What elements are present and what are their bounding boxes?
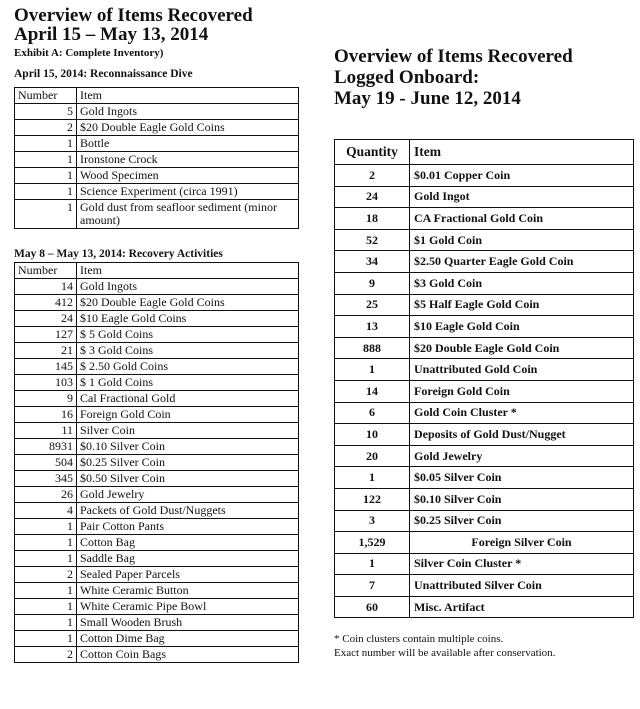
table-row — [15, 631, 299, 647]
row-item: Gold Coin Cluster * — [410, 402, 634, 424]
table-row — [335, 359, 634, 381]
row-count: 504 — [15, 455, 77, 471]
row-count: 6 — [335, 402, 410, 424]
table-row — [15, 487, 299, 503]
table-row — [15, 120, 299, 136]
row-item: Small Wooden Brush — [77, 615, 299, 631]
table-row — [15, 311, 299, 327]
row-item: $10 Eagle Gold Coin — [410, 316, 634, 338]
row-item: $0.05 Silver Coin — [410, 467, 634, 489]
row-item: $0.25 Silver Coin — [410, 510, 634, 532]
row-count: 1 — [15, 200, 77, 229]
recovery-table — [14, 262, 299, 663]
row-item: Cotton Dime Bag — [77, 631, 299, 647]
row-item: Ironstone Crock — [77, 152, 299, 168]
table-row — [15, 535, 299, 551]
row-count: 412 — [15, 295, 77, 311]
row-count: 60 — [335, 596, 410, 618]
col-number-header: Number — [15, 88, 77, 104]
row-count: 145 — [15, 359, 77, 375]
table-row — [15, 647, 299, 663]
row-count: 1 — [15, 535, 77, 551]
row-count: 345 — [15, 471, 77, 487]
row-item: $20 Double Eagle Gold Coins — [77, 120, 299, 136]
row-count: 1 — [335, 359, 410, 381]
row-item: $ 5 Gold Coins — [77, 327, 299, 343]
row-count: 1 — [15, 152, 77, 168]
row-count: 4 — [15, 503, 77, 519]
footnote-line1: * Coin clusters contain multiple coins. — [334, 633, 504, 646]
row-item: $0.50 Silver Coin — [77, 471, 299, 487]
table-row — [15, 583, 299, 599]
row-item: $ 1 Gold Coins — [77, 375, 299, 391]
table-row — [15, 327, 299, 343]
table-row — [335, 186, 634, 208]
row-count: 1 — [15, 184, 77, 200]
row-count: 1 — [15, 136, 77, 152]
table-row — [15, 184, 299, 200]
table-row — [15, 503, 299, 519]
footnote-line2: Exact number will be available after conservation. — [334, 647, 556, 660]
row-item: Saddle Bag — [77, 551, 299, 567]
row-count: 21 — [15, 343, 77, 359]
row-item: White Ceramic Button — [77, 583, 299, 599]
row-item: Deposits of Gold Dust/Nugget — [410, 424, 634, 446]
row-item: $20 Double Eagle Gold Coin — [410, 337, 634, 359]
table-row — [335, 596, 634, 618]
left-column — [14, 6, 304, 663]
section1-heading: April 15, 2014: Reconnaissance Dive — [14, 68, 193, 80]
table-row — [335, 294, 634, 316]
table-row — [15, 551, 299, 567]
row-count: 8931 — [15, 439, 77, 455]
table-row — [335, 445, 634, 467]
row-count: 1 — [15, 631, 77, 647]
row-item: Gold Ingot — [410, 186, 634, 208]
row-item: Unattributed Gold Coin — [410, 359, 634, 381]
row-item: Science Experiment (circa 1991) — [77, 184, 299, 200]
row-count: 2 — [335, 165, 410, 187]
row-count: 1 — [335, 553, 410, 575]
table-row — [335, 316, 634, 338]
row-count: 13 — [335, 316, 410, 338]
table-row — [335, 510, 634, 532]
row-item: Gold dust from seafloor sediment (minor amount) — [77, 200, 299, 229]
table-row — [15, 471, 299, 487]
row-item: $0.10 Silver Coin — [410, 488, 634, 510]
table-row — [15, 343, 299, 359]
row-count: 52 — [335, 229, 410, 251]
right-column — [334, 46, 636, 660]
row-count: 2 — [15, 647, 77, 663]
row-item: Foreign Silver Coin — [410, 532, 634, 554]
row-item: $ 2.50 Gold Coins — [77, 359, 299, 375]
row-item: Cotton Coin Bags — [77, 647, 299, 663]
right-title-line2: Logged Onboard: — [334, 67, 480, 88]
row-count: 34 — [335, 251, 410, 273]
row-item: Unattributed Silver Coin — [410, 575, 634, 597]
table-row — [335, 229, 634, 251]
col-item-header: Item — [410, 140, 634, 165]
row-count: 1 — [15, 551, 77, 567]
table-row — [335, 424, 634, 446]
row-item: $5 Half Eagle Gold Coin — [410, 294, 634, 316]
table-row — [15, 519, 299, 535]
row-count: 1,529 — [335, 532, 410, 554]
row-item: White Ceramic Pipe Bowl — [77, 599, 299, 615]
table-row — [15, 152, 299, 168]
col-item-header: Item — [77, 88, 299, 104]
table-header-row — [15, 263, 299, 279]
table-row — [15, 391, 299, 407]
table-row — [15, 359, 299, 375]
row-item: $2.50 Quarter Eagle Gold Coin — [410, 251, 634, 273]
row-count: 2 — [15, 120, 77, 136]
right-title-line1: Overview of Items Recovered — [334, 46, 573, 67]
row-count: 127 — [15, 327, 77, 343]
row-count: 9 — [15, 391, 77, 407]
table-row — [15, 168, 299, 184]
exhibit-label: Exhibit A: Complete Inventory) — [14, 47, 164, 59]
table-row — [15, 423, 299, 439]
row-item: Gold Jewelry — [77, 487, 299, 503]
table-row — [15, 136, 299, 152]
row-item: $0.01 Copper Coin — [410, 165, 634, 187]
table-row — [15, 455, 299, 471]
table-row — [15, 407, 299, 423]
row-item: Foreign Gold Coin — [410, 380, 634, 402]
reconnaissance-table — [14, 87, 299, 229]
row-count: 1 — [15, 599, 77, 615]
row-item: Silver Coin Cluster * — [410, 553, 634, 575]
row-item: $0.10 Silver Coin — [77, 439, 299, 455]
row-count: 5 — [15, 104, 77, 120]
row-count: 103 — [15, 375, 77, 391]
table-row — [15, 295, 299, 311]
row-item: CA Fractional Gold Coin — [410, 208, 634, 230]
table-row — [15, 439, 299, 455]
row-item: Gold Ingots — [77, 104, 299, 120]
table-header-row — [335, 140, 634, 165]
col-item-header: Item — [77, 263, 299, 279]
row-count: 122 — [335, 488, 410, 510]
table-row — [15, 279, 299, 295]
row-item: Bottle — [77, 136, 299, 152]
table-row — [335, 272, 634, 294]
row-count: 1 — [15, 615, 77, 631]
table-row — [335, 337, 634, 359]
right-title-line3: May 19 - June 12, 2014 — [334, 88, 521, 109]
table-row — [15, 615, 299, 631]
left-title-line1: Overview of Items Recovered — [14, 5, 253, 26]
table-row — [15, 200, 299, 229]
table-row — [15, 599, 299, 615]
table-row — [335, 488, 634, 510]
row-count: 16 — [15, 407, 77, 423]
row-count: 20 — [335, 445, 410, 467]
row-item: $20 Double Eagle Gold Coins — [77, 295, 299, 311]
row-count: 2 — [15, 567, 77, 583]
row-count: 26 — [15, 487, 77, 503]
table-row — [335, 532, 634, 554]
onboard-table — [334, 139, 634, 618]
row-item: $10 Eagle Gold Coins — [77, 311, 299, 327]
row-count: 10 — [335, 424, 410, 446]
row-item: $ 3 Gold Coins — [77, 343, 299, 359]
table-header-row — [15, 88, 299, 104]
row-item: $0.25 Silver Coin — [77, 455, 299, 471]
row-count: 9 — [335, 272, 410, 294]
row-count: 11 — [15, 423, 77, 439]
row-item: Sealed Paper Parcels — [77, 567, 299, 583]
table-row — [335, 467, 634, 489]
row-item: Cotton Bag — [77, 535, 299, 551]
table-row — [335, 575, 634, 597]
row-count: 1 — [15, 168, 77, 184]
table-row — [335, 553, 634, 575]
row-count: 3 — [335, 510, 410, 532]
table-row — [335, 165, 634, 187]
row-item: Gold Jewelry — [410, 445, 634, 467]
row-item: $1 Gold Coin — [410, 229, 634, 251]
row-item: Gold Ingots — [77, 279, 299, 295]
row-item: Silver Coin — [77, 423, 299, 439]
row-count: 24 — [15, 311, 77, 327]
table-row — [15, 375, 299, 391]
row-count: 14 — [15, 279, 77, 295]
row-count: 1 — [335, 467, 410, 489]
row-item: Cal Fractional Gold — [77, 391, 299, 407]
table-row — [15, 104, 299, 120]
table-row — [335, 251, 634, 273]
row-count: 25 — [335, 294, 410, 316]
row-item: Packets of Gold Dust/Nuggets — [77, 503, 299, 519]
row-count: 7 — [335, 575, 410, 597]
table-row — [15, 567, 299, 583]
row-item: $3 Gold Coin — [410, 272, 634, 294]
table-row — [335, 380, 634, 402]
left-title-line2: April 15 – May 13, 2014 — [14, 24, 209, 45]
col-number-header: Number — [15, 263, 77, 279]
row-item: Wood Specimen — [77, 168, 299, 184]
row-count: 888 — [335, 337, 410, 359]
row-item: Misc. Artifact — [410, 596, 634, 618]
row-count: 1 — [15, 583, 77, 599]
row-count: 14 — [335, 380, 410, 402]
row-count: 18 — [335, 208, 410, 230]
row-count: 1 — [15, 519, 77, 535]
row-count: 24 — [335, 186, 410, 208]
section2-heading: May 8 – May 13, 2014: Recovery Activities — [14, 248, 223, 260]
table-row — [335, 208, 634, 230]
row-item: Pair Cotton Pants — [77, 519, 299, 535]
col-quantity-header: Quantity — [335, 140, 410, 165]
table-row — [335, 402, 634, 424]
row-item: Foreign Gold Coin — [77, 407, 299, 423]
